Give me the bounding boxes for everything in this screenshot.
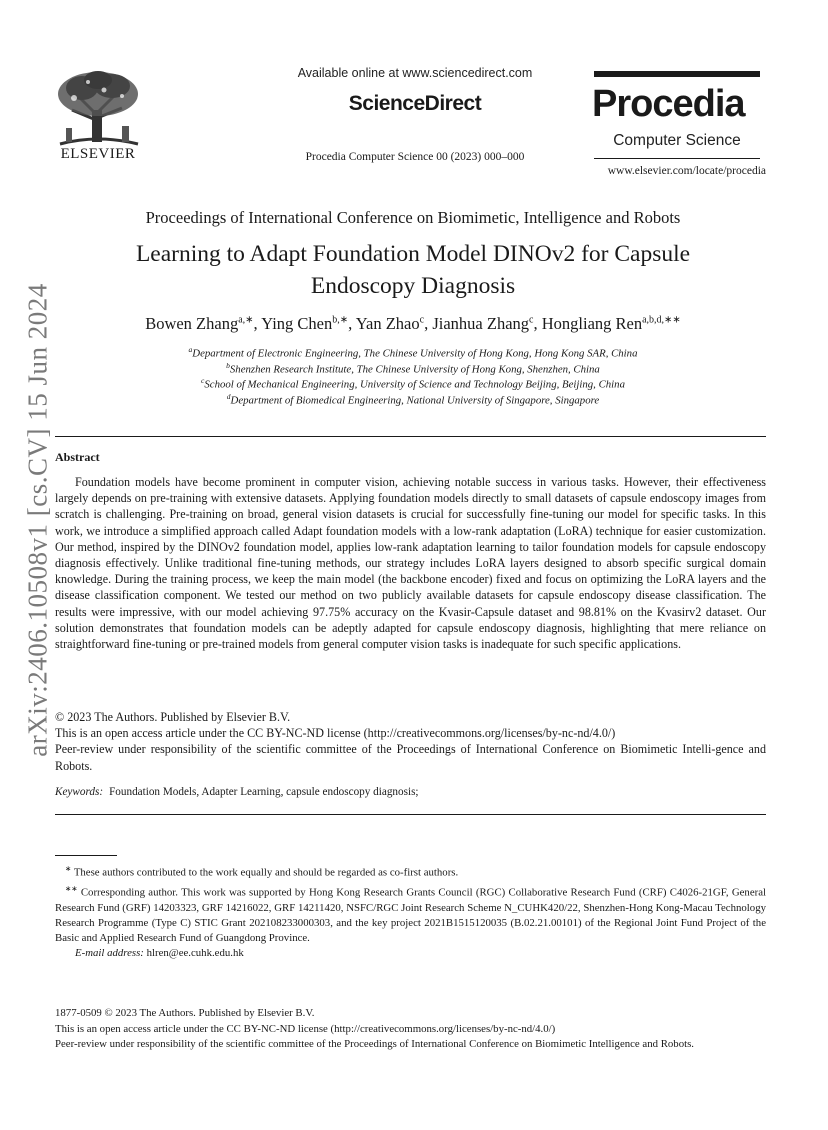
email-footnote: [55, 946, 766, 961]
footnote-mark: ∗∗: [65, 883, 78, 893]
affiliation-text: School of Mechanical Engineering, University of Science and Technology Beijing, Beijing, China: [204, 378, 625, 391]
author-affil-mark: c: [419, 314, 425, 326]
abstract-bottom-rule: [55, 814, 766, 815]
abstract-heading: Abstract: [55, 450, 100, 464]
peer-review-line: Peer-review under responsibility of the scientific committee of the Proceedings of International Conference on Biomimetic Intelli-gence and Robots.: [55, 742, 766, 773]
email-label: E-mail address:: [75, 947, 144, 960]
author-affil-mark: a,b,d,∗∗: [642, 314, 681, 326]
affiliation-mark: a: [188, 345, 193, 354]
affiliation-mark: c: [201, 376, 205, 385]
sciencedirect-logo: ScienceDirect: [348, 92, 482, 115]
arxiv-side-stamp: arXiv:2406.10508v1 [cs.CV] 15 Jun 2024: [22, 283, 53, 757]
author-affil-mark: c: [529, 314, 534, 326]
available-online-text: Available online at www.sciencedirect.com: [297, 66, 533, 80]
footnote: [55, 881, 766, 946]
copyright-block: [55, 709, 766, 774]
affiliation-mark: d: [226, 392, 231, 401]
license-line: [55, 1022, 766, 1038]
author-affil-mark: b,∗: [332, 314, 349, 326]
journal-url-link[interactable]: www.elsevier.com/locate/procedia: [607, 165, 766, 177]
keywords-text: Foundation Models, Adapter Learning, capsule endoscopy diagnosis;: [109, 786, 419, 798]
footnotes: [55, 861, 766, 961]
affiliation: [60, 376, 766, 391]
journal-citation: Procedia Computer Science 00 (2023) 000–000: [305, 151, 525, 163]
abstract-top-rule: [55, 436, 766, 437]
license-link[interactable]: http://creativecommons.org/licenses/by-nc-nd/4.0/: [334, 1022, 552, 1035]
affiliation: [60, 345, 766, 360]
footnote-rule: [55, 855, 117, 856]
author-name: Ying Chen: [261, 314, 333, 333]
author-list: Bowen Zhang$^{a,∗}$, Ying Chen$^{b,∗}$, Yan Zhao$^c$, Jianhua Zhang$^c$, Hongliang Ren$^{a,b,d,∗∗}$: [145, 314, 681, 333]
publisher-name: ELSEVIER: [60, 146, 136, 162]
author-name: Bowen Zhang: [145, 314, 239, 333]
paper-title: [60, 238, 766, 302]
affiliation: [60, 361, 766, 376]
affiliation-text: Shenzhen Research Institute, The Chinese University of Hong Kong, Shenzhen, China: [229, 363, 600, 376]
license-text: This is an open access article under the CC BY-NC-ND license (: [55, 726, 368, 741]
footnote-mark: ∗: [65, 864, 72, 873]
license-text: ): [551, 1022, 556, 1035]
author-name: Jianhua Zhang: [432, 314, 530, 333]
affiliation: [60, 392, 766, 407]
procedia-subtitle: Computer Science: [613, 132, 741, 149]
author-affil-mark: a,∗: [238, 314, 254, 326]
keywords-label: Keywords:: [55, 786, 104, 798]
affiliation-mark: b: [226, 361, 230, 370]
title-line: Endoscopy Diagnosis: [310, 273, 516, 299]
footnote: [55, 861, 766, 881]
license-text: ): [611, 726, 616, 741]
affiliation-text: Department of Biomedical Engineering, National University of Singapore, Singapore: [230, 394, 600, 407]
license-link[interactable]: http://creativecommons.org/licenses/by-nc-nd/4.0/: [367, 726, 612, 741]
procedia-logo: Procedia: [592, 83, 745, 125]
procedia-divider: [594, 158, 760, 159]
issn-line: 1877-0509 © 2023 The Authors. Published by Elsevier B.V.: [55, 1007, 315, 1019]
email-link[interactable]: hlren@ee.cuhk.edu.hk: [146, 947, 244, 960]
title-line: Learning to Adapt Foundation Model DINOv2 for Capsule: [135, 241, 691, 267]
footnote-text: These authors contributed to the work equally and should be regarded as co-first authors.: [73, 866, 459, 879]
author-name: Yan Zhao: [355, 314, 420, 333]
author-name: Hongliang Ren: [541, 314, 643, 333]
license-text: This is an open access article under the CC BY-NC-ND license (: [55, 1022, 335, 1035]
proceedings-name: Proceedings of International Conference on Biomimetic, Intelligence and Robots: [145, 208, 681, 227]
abstract-body: Foundation models have become prominent in computer vision, achieving notable success in various tasks. However, their effectiveness largely depends on pre-training with extensive datasets. Applying foundation models directly to small datasets of capsule endoscopy images from scratch is challenging. Pre-training on broad, general vision datasets is crucial for successfully fine-tuning our model for specific tasks. In this work, we introduce a simplified approach called Adapt foundation models with a low-rank adaptation (LoRA) technique for easier customization. Our method, inspired by the DINOv2 foundation model, applies low-rank adaptation learning to tailor foundation models for capsule endoscopy diagnosis effectively. Unlike traditional fine-tuning methods, our strategy includes LoRA layers designed to absorb specific surgical domain knowledge. During the training process, we keep the main model (the backbone encoder) fixed and focus on optimizing the LoRA layers and the disease classification component. We tested our method on two publicly available datasets for capsule endoscopy disease classification. The results were impressive, with our model achieving 97.75% accuracy on the Kvasir-Capsule dataset and 98.81% on the Kvasirv2 dataset. Our solution demonstrates that foundation models can be adeptly adapted for capsule endoscopy diagnosis, highlighting that mere reliance on straightforward fine-tuning or pre-trained models from general computer vision tasks is inadequate for such specific applications.: [55, 475, 766, 652]
bottom-copyright-block: [55, 1006, 766, 1053]
copyright-line: © 2023 The Authors. Published by Elsevier B.V.: [55, 710, 291, 724]
affiliation-text: Department of Electronic Engineering, The Chinese University of Hong Kong, Hong Kong SAR, China: [192, 347, 638, 360]
peer-review-line: Peer-review under responsibility of the scientific committee of the Proceedings of International Conference on Biomimetic Intelligence and Robots.: [55, 1038, 695, 1051]
footnote-text: Corresponding author. This work was supported by Hong Kong Research Grants Council (RGC) Collaborative Research Fund (CRF) C4026-21GF, General Research Fund (GRF) 14203323, GRF 14216022, GRF 14211420, NSFC/RGC Joint Research Scheme N_CUHK420/22, Shenzhen-Hong Kong-Macau Technology Research Programme (Type C) STIC Grant 202108233000303, and the key project 2021B1515120035 (B.02.21.00101) of the Regional Joint Fund Project of the Basic and Applied Research Fund of Guangdong Province.: [55, 886, 767, 944]
procedia-top-bar: [594, 71, 760, 77]
license-line: [55, 725, 766, 741]
keywords: [55, 786, 766, 798]
